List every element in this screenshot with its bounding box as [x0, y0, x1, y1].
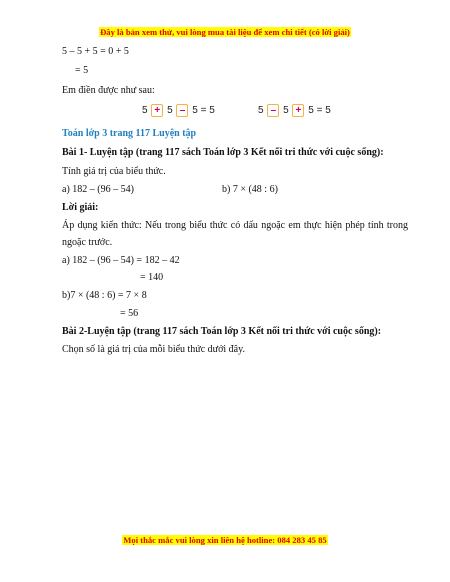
eq1-operator-box-1: + — [151, 104, 163, 117]
eq2-result: = 5 — [316, 105, 331, 116]
eq2-operand-a: 5 — [258, 105, 264, 116]
eq1-operand-b: 5 — [167, 105, 173, 116]
eq2-operand-b: 5 — [283, 105, 289, 116]
eq1-operator-box-2: – — [176, 104, 188, 117]
section-title: Toán lớp 3 trang 117 Luyện tập — [62, 128, 197, 139]
solution-b-line-2: = 56 — [120, 308, 139, 319]
eq2-operator-box-2: + — [292, 104, 304, 117]
preview-notice-banner — [0, 27, 450, 37]
solution-a-line-1: a) 182 – (96 – 54) = 182 – 42 — [62, 255, 180, 266]
eq2-operand-c: 5 — [308, 105, 314, 116]
equation-1 — [142, 104, 215, 117]
eq1-result: = 5 — [200, 105, 215, 116]
equation-2 — [258, 104, 331, 117]
solution-a-line-2: = 140 — [140, 272, 164, 283]
eq1-operand-c: 5 — [192, 105, 198, 116]
bai2-title: Bài 2-Luyện tập (trang 117 sách Toán lớp 3 Kết nối tri thức với cuộc sống): — [62, 326, 382, 337]
fill-intro-text: Em điền được như sau: — [62, 85, 155, 96]
solution-b-line-1: b)7 × (48 : 6) = 7 × 8 — [62, 290, 147, 301]
bai1-title: Bài 1- Luyện tập (trang 117 sách Toán lớp 3 Kết nối tri thức với cuộc sống): — [62, 147, 384, 158]
eq2-operator-box-1: – — [267, 104, 279, 117]
calc-line-1: 5 – 5 + 5 = 0 + 5 — [62, 46, 129, 57]
bai1-part-a: a) 182 – (96 – 54) — [62, 184, 134, 195]
solution-note: Áp dụng kiến thức: Nếu trong biểu thức có dấu ngoặc em thực hiện phép tính trong ngoặc trước. — [62, 220, 408, 248]
bai1-instruction: Tính giá trị của biểu thức. — [62, 166, 166, 177]
preview-notice-text: Đây là bản xem thử, vui lòng mua tài liệu để xem chi tiết (có lời giải) — [100, 27, 350, 37]
hotline-footer-banner — [0, 535, 450, 545]
solution-label: Lời giải: — [62, 202, 99, 213]
calc-line-2: = 5 — [75, 65, 89, 76]
hotline-footer-text: Mọi thắc mắc vui lòng xin liên hệ hotline: 084 283 45 85 — [123, 535, 327, 545]
eq1-operand-a: 5 — [142, 105, 148, 116]
bai1-part-b: b) 7 × (48 : 6) — [222, 184, 278, 195]
bai2-instruction: Chọn số là giá trị của mỗi biểu thức dưới đây. — [62, 344, 245, 355]
